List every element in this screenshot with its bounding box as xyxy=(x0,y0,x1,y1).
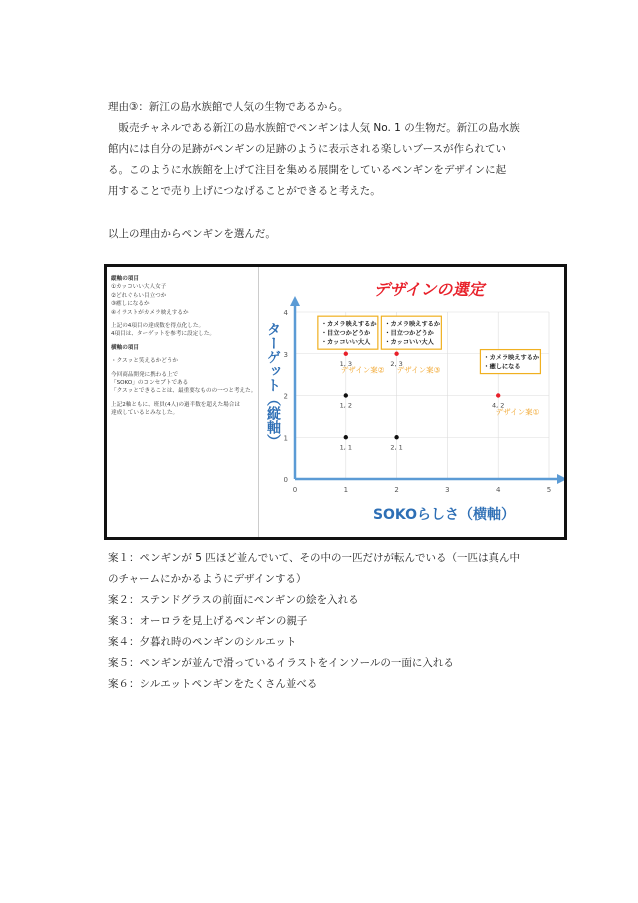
note-line: 上記の4項目の達成数を得点化した。 xyxy=(111,323,205,330)
plan-line: 案１：ペンギンが 5 匹ほど並んでいて、その中の一匹だけが転んでいる（一匹は真ん中 xyxy=(108,552,521,564)
design-label: デザイン案③ xyxy=(396,365,441,375)
y-axis-label: ターゲット（縦軸） xyxy=(265,322,281,448)
design-label: デザイン案② xyxy=(340,365,385,375)
x-tick-label: 5 xyxy=(546,486,552,494)
callout-text: ・カメラ映えするか xyxy=(320,321,377,329)
figure-notes-panel xyxy=(107,267,259,537)
plan-line: 案４：夕暮れ時のペンギンのシルエット xyxy=(108,636,297,648)
note-line: 上記2軸ともに、班員(4人)の過半数を超えた場合は xyxy=(111,401,240,408)
x-tick-label: 2 xyxy=(394,486,399,494)
design-selection-figure xyxy=(104,264,567,540)
conclusion-text: 以上の理由からペンギンを選んだ。 xyxy=(108,228,276,240)
note-line: ③癒しになるか xyxy=(111,301,150,308)
y-tick-label: 2 xyxy=(283,392,288,401)
plan-line: のチャームにかかるようにデザインする） xyxy=(108,573,307,585)
chart-title: デザインの選定 xyxy=(373,280,485,299)
note-line: 「クスッとできることは、最重要なものの一つと考えた。 xyxy=(111,388,257,395)
data-point-label: 2, 3 xyxy=(390,359,403,368)
plan-line: 案３：オーロラを見上げるペンギンの親子 xyxy=(108,615,308,627)
reason-line: 館内には自分の足跡がペンギンの足跡のように表示される楽しいブースが作られてい xyxy=(108,143,507,155)
x-tick-label: 0 xyxy=(292,486,298,494)
data-point xyxy=(496,393,500,397)
y-tick-label: 0 xyxy=(283,476,288,484)
callout-text: ・目立つかどうか xyxy=(384,330,434,338)
note-line: 今回商品開発に携わる上で xyxy=(111,371,179,378)
reason-body xyxy=(108,118,548,202)
data-point xyxy=(344,435,348,439)
x-axis-label: SOKOらしさ（横軸） xyxy=(372,507,516,523)
x-tick-label: 1 xyxy=(343,486,349,494)
data-point xyxy=(394,435,398,439)
data-point-label: 1, 3 xyxy=(339,359,353,368)
design-plans-list xyxy=(108,548,558,695)
callout-text: ・カメラ映えするか xyxy=(483,354,540,362)
y-axis-arrow xyxy=(290,296,300,306)
x-axis-arrow xyxy=(557,474,564,484)
data-point-label: 1, 2 xyxy=(339,401,353,410)
x-tick-label: 4 xyxy=(495,486,501,494)
y-tick-label: 3 xyxy=(283,350,288,359)
plan-line: 案６：シルエットペンギンをたくさん並べる xyxy=(108,678,318,690)
reason-heading: 理由③：新江の島水族館で人気の生物であるから。 xyxy=(108,101,349,113)
callout-text: ・カッコいい大人 xyxy=(384,339,434,347)
callout-text: ・目立つかどうか xyxy=(320,330,371,338)
design-label: デザイン案① xyxy=(495,407,540,417)
reason-line: 用することで売り上げにつなげることができると考えた。 xyxy=(108,185,381,197)
note-line: 縦軸の項目 xyxy=(111,276,139,282)
plan-line: 案５：ペンギンが並んで滑っているイラストをインソールの一面に入れる xyxy=(108,657,454,669)
note-line: ①カッコいい大人女子 xyxy=(111,284,167,291)
data-point xyxy=(344,352,348,356)
note-line: ・クスッと笑えるかどうか xyxy=(111,358,179,365)
note-line: 4項目は、ターゲットを参考に設定した。 xyxy=(111,331,216,338)
note-line: ④イラストがカメラ映えするか xyxy=(111,309,189,316)
callout-text: ・癒しになる xyxy=(483,363,521,371)
y-tick-label: 1 xyxy=(283,434,288,443)
x-tick-label: 3 xyxy=(445,486,450,494)
note-line: 達成しているとみなした。 xyxy=(111,410,179,417)
design-scatter-chart xyxy=(259,267,564,537)
data-point-label: 1, 1 xyxy=(339,443,353,452)
note-line: ②どれぐらい目立つか xyxy=(111,292,167,299)
callout-text: ・カッコいい大人 xyxy=(320,339,371,347)
data-point-label: 2, 1 xyxy=(390,443,403,452)
note-line: 「SOKO」のコンセプトである xyxy=(111,380,189,387)
plan-line: 案２：ステンドグラスの前面にペンギンの絵を入れる xyxy=(108,594,359,606)
data-point xyxy=(344,393,348,397)
data-point-label: 4, 2 xyxy=(491,401,505,410)
y-tick-label: 4 xyxy=(283,309,288,317)
reason-line: る。このように水族館を上げて注目を集める展開をしているペンギンをデザインに起 xyxy=(108,164,507,176)
reason-line: 販売チャネルである新江の島水族館でペンギンは人気 No. 1 の生物だ。新江の島水族 xyxy=(108,122,520,134)
data-point xyxy=(394,352,398,356)
callout-text: ・カメラ映えするか xyxy=(384,321,441,329)
note-line: 横軸の項目 xyxy=(111,344,139,351)
